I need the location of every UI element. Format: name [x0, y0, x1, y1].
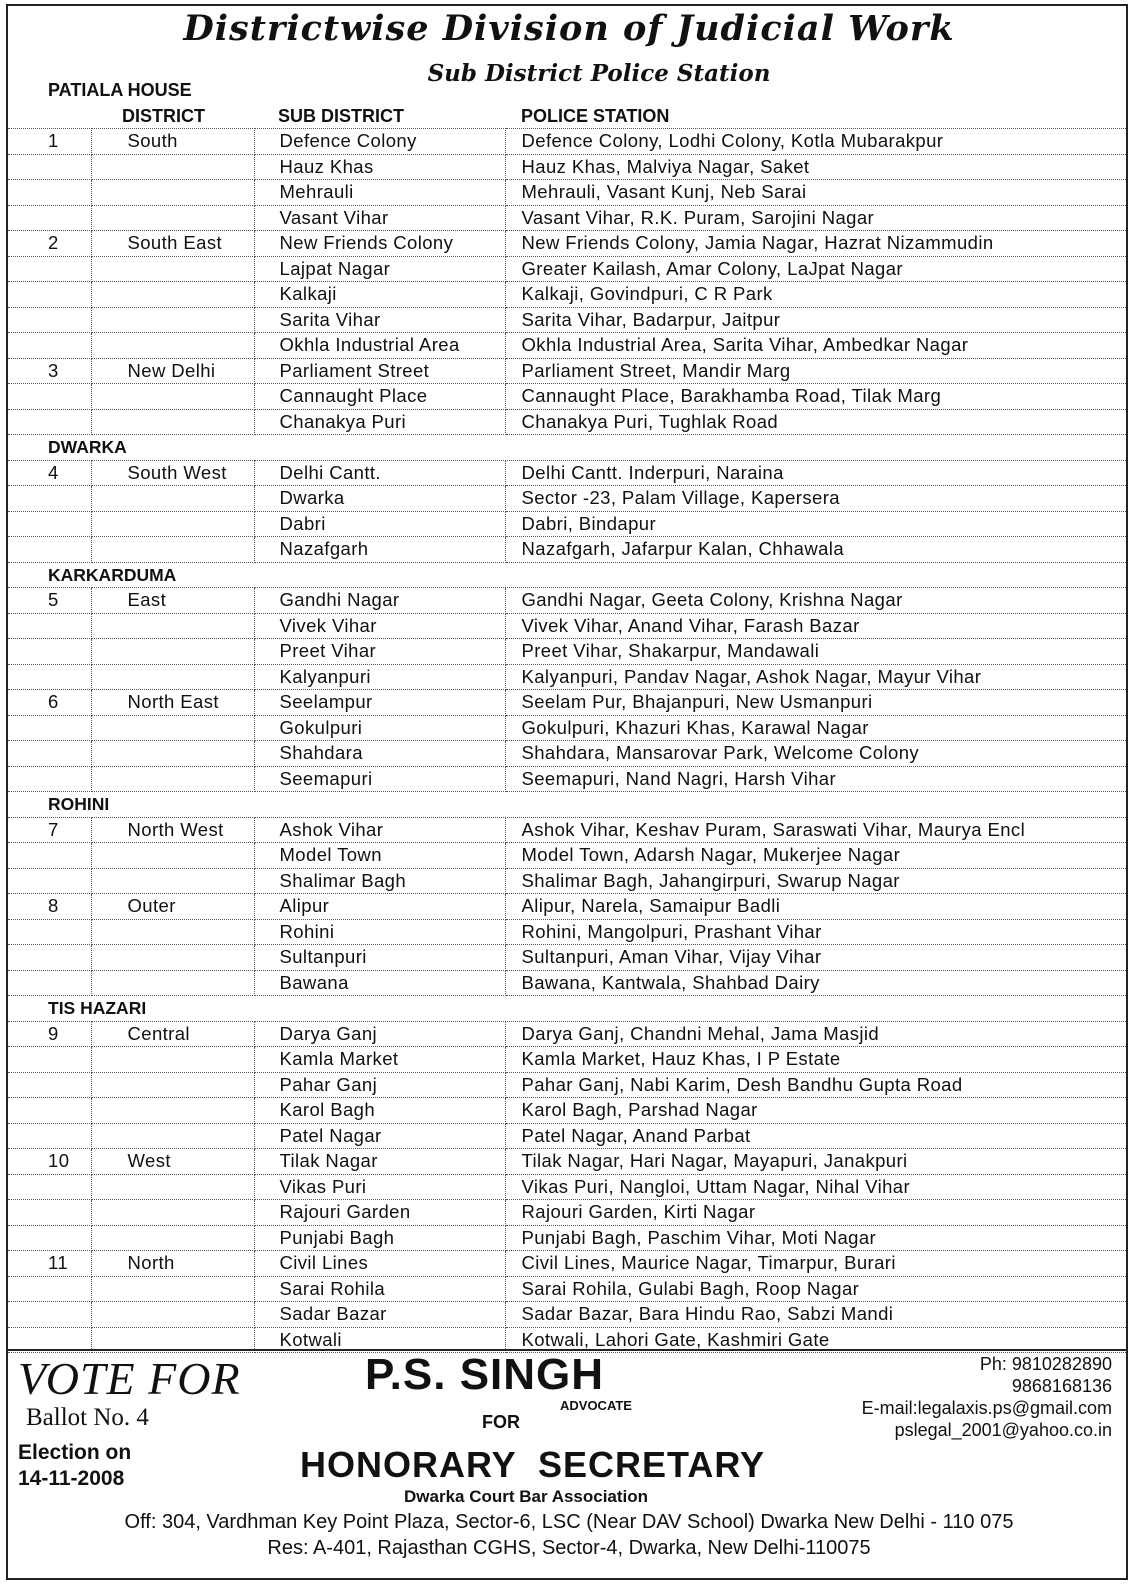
district-name — [91, 1047, 254, 1073]
district-number — [8, 868, 91, 894]
district-name — [91, 664, 254, 690]
table-row — [8, 1098, 1126, 1124]
police-stations: Bawana, Kantwala, Shahbad Dairy — [505, 970, 1126, 996]
table-row — [8, 690, 1126, 716]
district-number — [8, 486, 91, 512]
district-number — [8, 715, 91, 741]
page-title: Districtwise Division of Judicial Work — [183, 8, 955, 49]
police-stations: New Friends Colony, Jamia Nagar, Hazrat Nizammudin — [505, 231, 1126, 257]
police-stations: Parliament Street, Mandir Marg — [505, 358, 1126, 384]
district-number — [8, 205, 91, 231]
table-row — [8, 868, 1126, 894]
district-number — [8, 970, 91, 996]
district-name: South East — [91, 231, 254, 257]
district-name: New Delhi — [91, 358, 254, 384]
region-label: KARKARDUMA — [8, 562, 1126, 588]
table-row — [8, 766, 1126, 792]
table-row — [8, 511, 1126, 537]
district-name — [91, 843, 254, 869]
district-number — [8, 180, 91, 206]
police-stations: Punjabi Bagh, Paschim Vihar, Moti Nagar — [505, 1225, 1126, 1251]
police-stations: Tilak Nagar, Hari Nagar, Mayapuri, Janakpuri — [505, 1149, 1126, 1175]
sub-district-name: Dwarka — [254, 486, 505, 512]
for-label: FOR — [482, 1412, 520, 1432]
police-stations: Preet Vihar, Shakarpur, Mandawali — [505, 639, 1126, 665]
district-name: East — [91, 588, 254, 614]
region-row — [8, 792, 1126, 818]
police-stations: Dabri, Bindapur — [505, 511, 1126, 537]
table-row — [8, 894, 1126, 920]
district-number — [8, 333, 91, 359]
police-stations: Mehrauli, Vasant Kunj, Neb Sarai — [505, 180, 1126, 206]
police-stations: Ashok Vihar, Keshav Puram, Saraswati Vihar, Maurya Encl — [505, 817, 1126, 843]
table-row — [8, 588, 1126, 614]
sub-district-name: Shahdara — [254, 741, 505, 767]
police-stations: Sultanpuri, Aman Vihar, Vijay Vihar — [505, 945, 1126, 971]
table-row — [8, 256, 1126, 282]
email-secondary: pslegal_2001@yahoo.co.in — [894, 1420, 1112, 1440]
candidate-name: P.S. SINGH — [365, 1350, 605, 1399]
association-name: Dwarka Court Bar Association — [404, 1487, 649, 1506]
table-row — [8, 154, 1126, 180]
district-name — [91, 282, 254, 308]
table-row — [8, 231, 1126, 257]
district-number: 9 — [8, 1021, 91, 1047]
police-stations: Sarita Vihar, Badarpur, Jaitpur — [505, 307, 1126, 333]
post-title: HONORARY SECRETARY — [300, 1444, 766, 1485]
sub-district-name: Delhi Cantt. — [254, 460, 505, 486]
table-row — [8, 1174, 1126, 1200]
table-row — [8, 613, 1126, 639]
vote-for-heading: VOTE FOR — [18, 1353, 241, 1404]
police-stations: Sector -23, Palam Village, Kapersera — [505, 486, 1126, 512]
district-name: North — [91, 1251, 254, 1277]
election-label: Election on — [18, 1441, 132, 1464]
district-number: 3 — [8, 358, 91, 384]
table-row — [8, 537, 1126, 563]
police-stations: Civil Lines, Maurice Nagar, Timarpur, Burari — [505, 1251, 1126, 1277]
police-stations: Okhla Industrial Area, Sarita Vihar, Ambedkar Nagar — [505, 333, 1126, 359]
sub-district-name: Sadar Bazar — [254, 1302, 505, 1328]
district-number: 1 — [8, 129, 91, 155]
phone-secondary: 9868168136 — [1011, 1376, 1112, 1396]
district-number — [8, 307, 91, 333]
district-number — [8, 843, 91, 869]
police-stations: Nazafgarh, Jafarpur Kalan, Chhawala — [505, 537, 1126, 563]
police-stations: Alipur, Narela, Samaipur Badli — [505, 894, 1126, 920]
sub-district-name: Vivek Vihar — [254, 613, 505, 639]
sub-district-name: Defence Colony — [254, 129, 505, 155]
police-stations: Sadar Bazar, Bara Hindu Rao, Sabzi Mandi — [505, 1302, 1126, 1328]
sub-district-name: Sarai Rohila — [254, 1276, 505, 1302]
region-row — [8, 562, 1126, 588]
district-name — [91, 409, 254, 435]
district-name — [91, 180, 254, 206]
table-row — [8, 1302, 1126, 1328]
district-number — [8, 1123, 91, 1149]
police-stations: Rohini, Mangolpuri, Prashant Vihar — [505, 919, 1126, 945]
table-row — [8, 843, 1126, 869]
police-stations: Pahar Ganj, Nabi Karim, Desh Bandhu Gupta Road — [505, 1072, 1126, 1098]
district-number — [8, 1072, 91, 1098]
table-row — [8, 741, 1126, 767]
district-name — [91, 919, 254, 945]
district-number — [8, 1047, 91, 1073]
district-name — [91, 1200, 254, 1226]
district-number — [8, 384, 91, 410]
table-row — [8, 1047, 1126, 1073]
sub-district-name: Gokulpuri — [254, 715, 505, 741]
district-name — [91, 741, 254, 767]
district-name: Outer — [91, 894, 254, 920]
district-number — [8, 766, 91, 792]
table-row — [8, 1021, 1126, 1047]
police-stations: Kotwali, Lahori Gate, Kashmiri Gate — [505, 1327, 1126, 1353]
table-row — [8, 460, 1126, 486]
district-number — [8, 409, 91, 435]
office-address: Off: 304, Vardhman Key Point Plaza, Sector-6, LSC (Near DAV School) Dwarka New Delhi - 110 075 — [124, 1511, 1014, 1533]
police-stations: Model Town, Adarsh Nagar, Mukerjee Nagar — [505, 843, 1126, 869]
district-name — [91, 537, 254, 563]
region-label: DWARKA — [8, 435, 1126, 461]
district-number — [8, 1225, 91, 1251]
table-row — [8, 1225, 1126, 1251]
police-stations: Kamla Market, Hauz Khas, I P Estate — [505, 1047, 1126, 1073]
district-name: South — [91, 129, 254, 155]
police-stations: Seelam Pur, Bhajanpuri, New Usmanpuri — [505, 690, 1126, 716]
district-number: 4 — [8, 460, 91, 486]
district-number: 6 — [8, 690, 91, 716]
region-row — [8, 996, 1126, 1022]
column-header-sub-district: SUB DISTRICT — [278, 106, 404, 126]
sub-district-name: Sultanpuri — [254, 945, 505, 971]
police-stations: Seemapuri, Nand Nagri, Harsh Vihar — [505, 766, 1126, 792]
district-number — [8, 1174, 91, 1200]
district-number — [8, 639, 91, 665]
district-name: North East — [91, 690, 254, 716]
district-name — [91, 384, 254, 410]
police-stations: Gokulpuri, Khazuri Khas, Karawal Nagar — [505, 715, 1126, 741]
table-row — [8, 919, 1126, 945]
police-stations: Patel Nagar, Anand Parbat — [505, 1123, 1126, 1149]
sub-district-name: Civil Lines — [254, 1251, 505, 1277]
sub-district-name: Shalimar Bagh — [254, 868, 505, 894]
table-row — [8, 307, 1126, 333]
table-row — [8, 970, 1126, 996]
sub-district-name: Punjabi Bagh — [254, 1225, 505, 1251]
district-name — [91, 256, 254, 282]
police-stations: Sarai Rohila, Gulabi Bagh, Roop Nagar — [505, 1276, 1126, 1302]
district-name: West — [91, 1149, 254, 1175]
sub-district-name: Karol Bagh — [254, 1098, 505, 1124]
district-name: Central — [91, 1021, 254, 1047]
district-number: 2 — [8, 231, 91, 257]
district-number — [8, 1200, 91, 1226]
sub-district-name: Seemapuri — [254, 766, 505, 792]
district-number — [8, 613, 91, 639]
district-name — [91, 945, 254, 971]
district-number: 10 — [8, 1149, 91, 1175]
sub-district-name: Preet Vihar — [254, 639, 505, 665]
sub-district-name: Mehrauli — [254, 180, 505, 206]
police-stations: Defence Colony, Lodhi Colony, Kotla Mubarakpur — [505, 129, 1126, 155]
sub-district-name: Ashok Vihar — [254, 817, 505, 843]
district-name — [91, 307, 254, 333]
sub-district-name: Vasant Vihar — [254, 205, 505, 231]
table-row — [8, 358, 1126, 384]
sub-district-name: Alipur — [254, 894, 505, 920]
police-stations: Kalyanpuri, Pandav Nagar, Ashok Nagar, Mayur Vihar — [505, 664, 1126, 690]
sub-district-name: Vikas Puri — [254, 1174, 505, 1200]
district-name — [91, 1174, 254, 1200]
sub-district-name: Rajouri Garden — [254, 1200, 505, 1226]
sub-district-name: Dabri — [254, 511, 505, 537]
sub-district-name: Chanakya Puri — [254, 409, 505, 435]
email-primary: E-mail:legalaxis.ps@gmail.com — [861, 1398, 1112, 1418]
police-stations: Vivek Vihar, Anand Vihar, Farash Bazar — [505, 613, 1126, 639]
district-name — [91, 1098, 254, 1124]
district-name — [91, 1302, 254, 1328]
district-name — [91, 1225, 254, 1251]
region-label: ROHINI — [8, 792, 1126, 818]
region-row — [8, 435, 1126, 461]
sub-district-name: Model Town — [254, 843, 505, 869]
table-row — [8, 945, 1126, 971]
sub-district-name: Patel Nagar — [254, 1123, 505, 1149]
sub-district-name: Kamla Market — [254, 1047, 505, 1073]
sub-district-name: Pahar Ganj — [254, 1072, 505, 1098]
contact-block — [862, 1353, 1112, 1441]
sub-district-name: Lajpat Nagar — [254, 256, 505, 282]
election-date-value: 14-11-2008 — [18, 1467, 125, 1490]
sub-district-name: New Friends Colony — [254, 231, 505, 257]
district-number: 5 — [8, 588, 91, 614]
table-row — [8, 409, 1126, 435]
table-row — [8, 1276, 1126, 1302]
police-stations: Chanakya Puri, Tughlak Road — [505, 409, 1126, 435]
table-row — [8, 282, 1126, 308]
sub-district-name: Bawana — [254, 970, 505, 996]
sub-district-name: Hauz Khas — [254, 154, 505, 180]
table-row — [8, 715, 1126, 741]
district-name — [91, 766, 254, 792]
sub-district-name: Kotwali — [254, 1327, 505, 1353]
district-number — [8, 1098, 91, 1124]
district-number: 11 — [8, 1251, 91, 1277]
police-stations: Karol Bagh, Parshad Nagar — [505, 1098, 1126, 1124]
region-label: TIS HAZARI — [8, 996, 1126, 1022]
table-row — [8, 664, 1126, 690]
table-row — [8, 205, 1126, 231]
table-row — [8, 1072, 1126, 1098]
district-number — [8, 664, 91, 690]
table-row — [8, 129, 1126, 155]
table-row — [8, 486, 1126, 512]
sub-district-name: Gandhi Nagar — [254, 588, 505, 614]
ballot-number: Ballot No. 4 — [26, 1404, 149, 1431]
sub-district-name: Nazafgarh — [254, 537, 505, 563]
district-name — [91, 1072, 254, 1098]
district-number — [8, 919, 91, 945]
district-name: South West — [91, 460, 254, 486]
table-row — [8, 1149, 1126, 1175]
sub-district-name: Parliament Street — [254, 358, 505, 384]
district-number — [8, 282, 91, 308]
table-row — [8, 1251, 1126, 1277]
police-stations: Hauz Khas, Malviya Nagar, Saket — [505, 154, 1126, 180]
district-number — [8, 256, 91, 282]
district-number — [8, 741, 91, 767]
residence-address: Res: A-401, Rajasthan CGHS, Sector-4, Dwarka, New Delhi-110075 — [267, 1537, 871, 1559]
page-subtitle: Sub District Police Station — [427, 60, 771, 87]
police-stations: Vasant Vihar, R.K. Puram, Sarojini Nagar — [505, 205, 1126, 231]
police-stations: Darya Ganj, Chandni Mehal, Jama Masjid — [505, 1021, 1126, 1047]
sub-district-name: Sarita Vihar — [254, 307, 505, 333]
district-number — [8, 945, 91, 971]
district-name — [91, 205, 254, 231]
district-name — [91, 154, 254, 180]
district-name — [91, 511, 254, 537]
police-stations: Shahdara, Mansarovar Park, Welcome Colony — [505, 741, 1126, 767]
police-stations: Gandhi Nagar, Geeta Colony, Krishna Nagar — [505, 588, 1126, 614]
sub-district-name: Kalyanpuri — [254, 664, 505, 690]
district-name — [91, 970, 254, 996]
sub-district-name: Kalkaji — [254, 282, 505, 308]
table-row — [8, 333, 1126, 359]
police-stations: Vikas Puri, Nangloi, Uttam Nagar, Nihal Vihar — [505, 1174, 1126, 1200]
sub-district-name: Darya Ganj — [254, 1021, 505, 1047]
sub-district-name: Rohini — [254, 919, 505, 945]
sub-district-name: Cannaught Place — [254, 384, 505, 410]
table-row — [8, 639, 1126, 665]
district-number — [8, 537, 91, 563]
district-number: 8 — [8, 894, 91, 920]
sub-district-name: Okhla Industrial Area — [254, 333, 505, 359]
candidate-profession: ADVOCATE — [560, 1398, 632, 1413]
police-stations: Greater Kailash, Amar Colony, LaJpat Nagar — [505, 256, 1126, 282]
district-number: 7 — [8, 817, 91, 843]
division-table — [8, 128, 1126, 1353]
police-stations: Delhi Cantt. Inderpuri, Naraina — [505, 460, 1126, 486]
district-name — [91, 1123, 254, 1149]
phone-primary: Ph: 9810282890 — [979, 1354, 1112, 1374]
sub-district-name: Tilak Nagar — [254, 1149, 505, 1175]
district-name — [91, 1276, 254, 1302]
district-name: North West — [91, 817, 254, 843]
district-number — [8, 1302, 91, 1328]
police-stations: Shalimar Bagh, Jahangirpuri, Swarup Nagar — [505, 868, 1126, 894]
district-number — [8, 1276, 91, 1302]
table-row — [8, 817, 1126, 843]
police-stations: Kalkaji, Govindpuri, C R Park — [505, 282, 1126, 308]
division-table-body — [8, 129, 1126, 1353]
district-name — [91, 639, 254, 665]
district-name — [91, 333, 254, 359]
table-row — [8, 384, 1126, 410]
district-name — [91, 868, 254, 894]
table-row — [8, 180, 1126, 206]
district-name — [91, 486, 254, 512]
table-row — [8, 1123, 1126, 1149]
election-date — [18, 1440, 131, 1492]
police-stations: Cannaught Place, Barakhamba Road, Tilak Marg — [505, 384, 1126, 410]
table-row — [8, 1200, 1126, 1226]
column-header-police-station: POLICE STATION — [521, 106, 670, 126]
district-number — [8, 511, 91, 537]
column-header-district: DISTRICT — [122, 106, 205, 126]
district-name — [91, 715, 254, 741]
district-name — [91, 613, 254, 639]
region-label-patiala-house: PATIALA HOUSE — [48, 80, 192, 100]
district-number — [8, 154, 91, 180]
police-stations: Rajouri Garden, Kirti Nagar — [505, 1200, 1126, 1226]
sub-district-name: Seelampur — [254, 690, 505, 716]
